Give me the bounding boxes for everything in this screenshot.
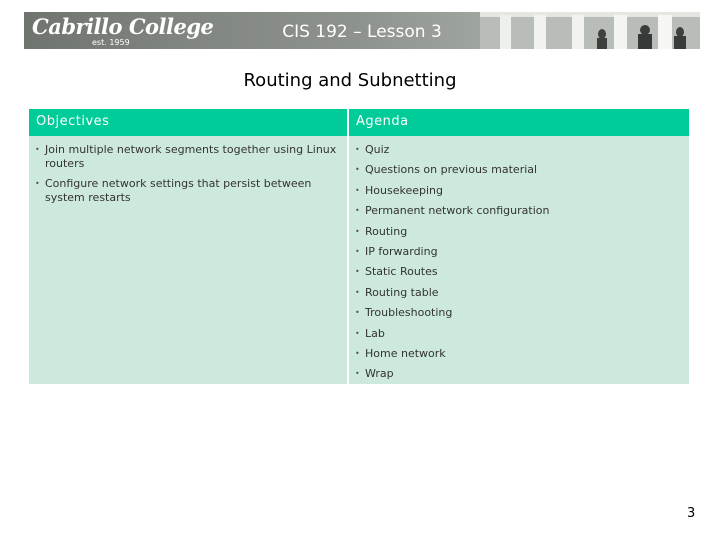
- agenda-text: Questions on previous material: [365, 163, 538, 177]
- objectives-agenda-table: [29, 109, 689, 384]
- logo-established: est. 1959: [92, 38, 130, 47]
- course-title: CIS 192 – Lesson 3: [282, 22, 442, 42]
- agenda-item: [349, 326, 689, 346]
- agenda-text: Routing: [365, 224, 408, 238]
- agenda-item: [349, 346, 689, 366]
- bullet-icon: •: [355, 145, 360, 154]
- agenda-text: Lab: [365, 326, 385, 340]
- agenda-item: [349, 162, 689, 182]
- agenda-text: IP forwarding: [365, 244, 438, 258]
- agenda-item: [349, 366, 689, 386]
- agenda-text: Quiz: [365, 143, 390, 156]
- agenda-text: Routing table: [365, 285, 439, 299]
- agenda-text: Housekeeping: [365, 183, 443, 197]
- bullet-icon: •: [355, 206, 360, 216]
- agenda-column: [349, 109, 689, 384]
- bullet-icon: •: [355, 185, 360, 195]
- slide-title: Routing and Subnetting: [243, 70, 457, 91]
- agenda-item: [349, 183, 689, 203]
- objectives-list: [29, 136, 347, 205]
- agenda-item: [349, 305, 689, 325]
- agenda-item: [349, 244, 689, 264]
- agenda-text: Wrap: [365, 367, 394, 381]
- agenda-text: Home network: [365, 346, 446, 360]
- objectives-header: Objectives: [29, 109, 347, 136]
- agenda-text: Troubleshooting: [365, 306, 453, 320]
- agenda-item: [349, 224, 689, 244]
- bullet-icon: •: [355, 287, 360, 297]
- objectives-column: [29, 109, 347, 384]
- header-banner: [24, 12, 700, 49]
- objective-text: Configure network settings that persist between system restarts: [45, 177, 312, 204]
- bullet-icon: •: [355, 369, 360, 379]
- bullet-icon: •: [355, 328, 360, 338]
- bullet-icon: •: [35, 145, 40, 154]
- bullet-icon: •: [355, 165, 360, 175]
- agenda-item: [349, 203, 689, 223]
- logo-wordmark: Cabrillo College: [32, 14, 214, 39]
- bullet-icon: •: [355, 348, 360, 358]
- agenda-item: [349, 285, 689, 305]
- objective-item: [29, 177, 347, 205]
- agenda-text: Permanent network configuration: [365, 204, 550, 218]
- bullet-icon: •: [355, 246, 360, 256]
- agenda-item: [349, 264, 689, 284]
- agenda-header: Agenda: [349, 109, 689, 136]
- agenda-text: Static Routes: [365, 265, 438, 279]
- page-number: 3: [687, 506, 696, 521]
- objective-text: Join multiple network segments together using Linux routers: [45, 143, 337, 170]
- agenda-list: [349, 136, 689, 387]
- bullet-icon: •: [355, 308, 360, 318]
- bullet-icon: •: [355, 267, 360, 277]
- agenda-item: [349, 142, 689, 162]
- objective-item: [29, 143, 347, 171]
- bullet-icon: •: [35, 179, 40, 188]
- bullet-icon: •: [355, 226, 360, 236]
